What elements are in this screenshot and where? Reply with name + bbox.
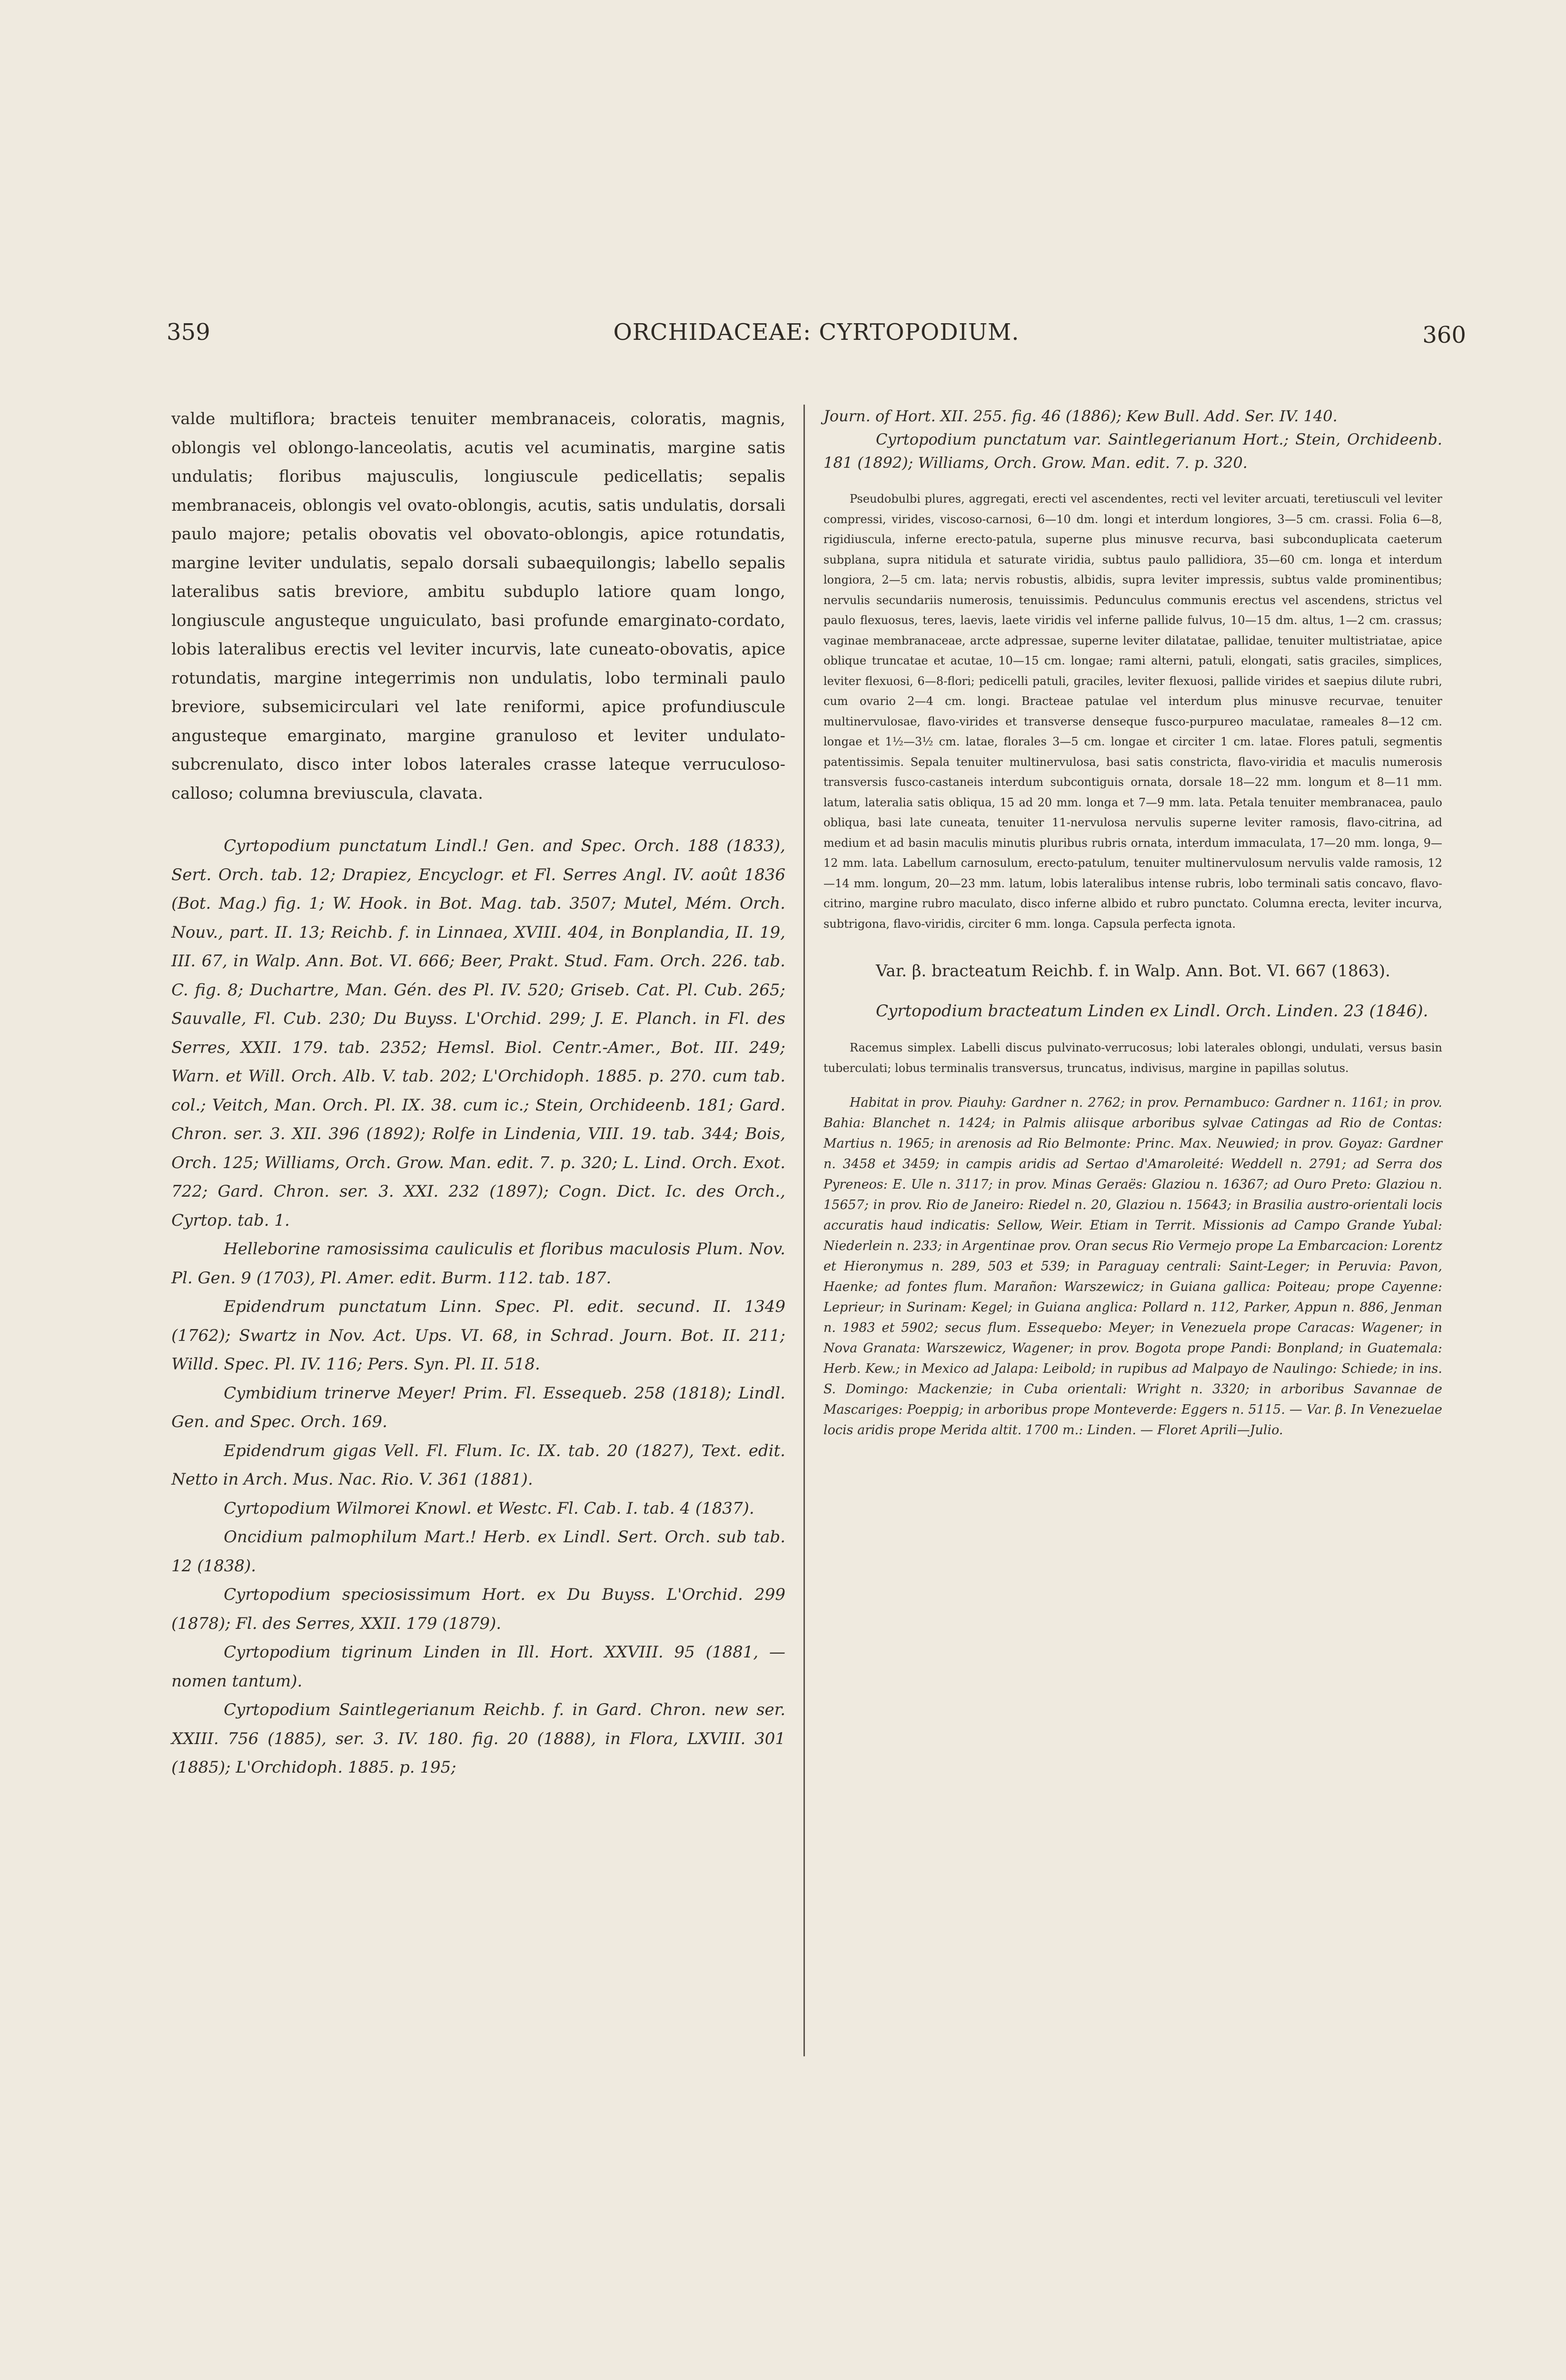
citation-helleborine: Helleborine ramosissima cauliculis et floribus maculosis Plum. Nov. Pl. Gen. 9 (1703), Pl. Amer. edit. Burm. 112. tab. 187.: [171, 1240, 785, 1288]
variety-beta-synonym: Cyrtopodium bracteatum Linden ex Lindl. Orch. Linden. 23 (1846).: [876, 1002, 1428, 1021]
citation-cymbidium-trinerve: Cymbidium trinerve Meyer! Prim. Fl. Essequeb. 258 (1818); Lindl. Gen. and Spec. Orch. 169.: [171, 1383, 785, 1431]
right-column: [823, 405, 1442, 1440]
running-title: ORCHIDACEAE: CYRTOPODIUM.: [613, 319, 1020, 346]
citation-cyrtopodium-speciosissimum: Cyrtopodium speciosissimum Hort. ex Du Buyss. L'Orchid. 299 (1878); Fl. des Serres, XXII. 179 (1879).: [171, 1585, 785, 1633]
variety-beta-heading: Var. β. bracteatum Reichb. f. in Walp. Ann. Bot. VI. 667 (1863).: [876, 962, 1390, 981]
habitat-distribution: Habitat in prov. Piauhy: Gardner n. 2762; in prov. Pernambuco: Gardner n. 1161; in prov. Bahia: Blanchet n. 1424; in Palmis aliisque arboribus sylvae Catingas ad Rio de Contas: Martius n. 1965; in arenosis ad Rio Belmonte: Princ. Max. Neuwied; in prov. Goyaz: Gardner n. 3458 et 3459; in campis aridis ad Sertao d'Amaroleité: Weddell n. 2791; ad Serra dos Pyreneos: E. Ule n. 3117; in prov. Minas Geraës: Glaziou n. 16367; ad Ouro Preto: Glaziou n. 15657; in prov. Rio de Janeiro: Riedel n. 20, Glaziou n. 15643; in Brasilia austro-orientali locis accuratis haud indicatis: Sellow, Weir. Etiam in Territ. Missionis ad Campo Grande Yubal: Niederlein n. 233; in Argentinae prov. Oran secus Rio Vermejo prope La Embarcacion: Lorentz et Hieronymus n. 289, 503 et 539; in Paraguay centrali: Saint-Leger; in Peruvia: Pavon, Haenke; ad fontes flum. Marañon: Warszewicz; in Guiana gallica: Poiteau; prope Cayenne: Leprieur; in Surinam: Kegel; in Guiana anglica: Pollard n. 112, Parker, Appun n. 886, Jenman n. 1983 et 5902; secus flum. Essequebo: Meyer; in Venezuela prope Caracas: Wagener; in Nova Granata: Warszewicz, Wagener; in prov. Bogota prope Pandi: Bonpland; in Guatemala: Herb. Kew.; in Mexico ad Jalapa: Leibold; in rupibus ad Malpayo de Naulingo: Schiede; in ins. S. Domingo: Mackenzie; in Cuba orientali: Wright n. 3320; in arboribus Savannae de Mascariges: Poeppig; in arboribus prope Monteverde: Eggers n. 5115. — Var. β. In Venezuelae locis aridis prope Merida altit. 1700 m.: Linden. — Floret Aprili—Julio.: [823, 1095, 1442, 1438]
citation-cyrtopodium-tigrinum: Cyrtopodium tigrinum Linden in Ill. Hort. XXVIII. 95 (1881, — nomen tantum).: [171, 1643, 785, 1691]
species-description: valde multiflora; bracteis tenuiter membranaceis, coloratis, magnis, oblongis vel oblongo-lanceolatis, acutis vel acuminatis, margine satis undulatis; floribus majusculis, longiuscule pedicellatis; sepalis membranaceis, oblongis vel ovato-oblongis, acutis, satis undulatis, dorsali paulo majore; petalis obovatis vel obovato-oblongis, apice rotundatis, margine leviter undulatis, sepalo dorsali subaequilongis; labello sepalis lateralibus satis breviore, ambitu subduplo latiore quam longo, longiuscule angusteque unguiculato, basi profunde emarginato-cordato, lobis lateralibus erectis vel leviter incurvis, late cuneato-obovatis, apice rotundatis, margine integerrimis non undulatis, lobo terminali paulo breviore, subsemicirculari vel late reniformi, apice profundiuscule angusteque emarginato, margine granuloso et leviter undulato-subcrenulato, disco inter lobos laterales crasse lateque verruculoso-calloso; columna breviuscula, clavata.: [171, 409, 785, 803]
citation-epidendrum-punctatum: Epidendrum punctatum Linn. Spec. Pl. edit. secund. II. 1349 (1762); Swartz in Nov. Act. Ups. VI. 68, in Schrad. Journ. Bot. II. 211; Willd. Spec. Pl. IV. 116; Pers. Syn. Pl. II. 518.: [171, 1297, 785, 1374]
column-divider: [803, 405, 805, 2056]
citation-oncidium-palmophilum: Oncidium palmophilum Mart.! Herb. ex Lindl. Sert. Orch. sub tab. 12 (1838).: [171, 1527, 785, 1576]
citation-continuation: Journ. of Hort. XII. 255. fig. 46 (1886); Kew Bull. Add. Ser. IV. 140.: [823, 407, 1338, 425]
citation-main: Cyrtopodium punctatum Lindl.! Gen. and Spec. Orch. 188 (1833), Sert. Orch. tab. 12; Drapiez, Encyclogr. et Fl. Serres Angl. IV. août 1836 (Bot. Mag.) fig. 1; W. Hook. in Bot. Mag. tab. 3507; Mutel, Mém. Orch. Nouv., part. II. 13; Reichb. f. in Linnaea, XVIII. 404, in Bonplandia, II. 19, III. 67, in Walp. Ann. Bot. VI. 666; Beer, Prakt. Stud. Fam. Orch. 226. tab. C. fig. 8; Duchartre, Man. Gén. des Pl. IV. 520; Griseb. Cat. Pl. Cub. 265; Sauvalle, Fl. Cub. 230; Du Buyss. L'Orchid. 299; J. E. Planch. in Fl. des Serres, XXII. 179. tab. 2352; Hemsl. Biol. Centr.-Amer., Bot. III. 249; Warn. et Will. Orch. Alb. V. tab. 202; L'Orchidoph. 1885. p. 270. cum tab. col.; Veitch, Man. Orch. Pl. IX. 38. cum ic.; Stein, Orchideenb. 181; Gard. Chron. ser. 3. XII. 396 (1892); Rolfe in Lindenia, VIII. 19. tab. 344; Bois, Orch. 125; Williams, Orch. Grow. Man. edit. 7. p. 320; L. Lind. Orch. Exot. 722; Gard. Chron. ser. 3. XXI. 232 (1897); Cogn. Dict. Ic. des Orch., Cyrtop. tab. 1.: [171, 836, 785, 1230]
left-column: [171, 405, 785, 1782]
citation-cyrtopodium-saintlegerianum: Cyrtopodium Saintlegerianum Reichb. f. in Gard. Chron. new ser. XXIII. 756 (1885), ser. 3. IV. 180. fig. 20 (1888), in Flora, LXVIII. 301 (1885); L'Orchidoph. 1885. p. 195;: [171, 1700, 785, 1777]
citation-epidendrum-gigas: Epidendrum gigas Vell. Fl. Flum. Ic. IX. tab. 20 (1827), Text. edit. Netto in Arch. Mus. Nac. Rio. V. 361 (1881).: [171, 1441, 785, 1489]
variety-beta-description: Racemus simplex. Labelli discus pulvinato-verrucosus; lobi laterales oblongi, undulati, versus basin tuberculati; lobus terminalis transversus, truncatus, indivisus, margine in papillas solutus.: [823, 1041, 1442, 1075]
page-number-left: 359: [167, 319, 210, 346]
page-number-right: 360: [1422, 322, 1466, 348]
detailed-description: Pseudobulbi plures, aggregati, erecti vel ascendentes, recti vel leviter arcuati, teretiusculi vel leviter compressi, virides, viscoso-carnosi, 6—10 dm. longi et interdum longiores, 3—5 cm. crassi. Folia 6—8, rigidiuscula, inferne erecto-patula, superne plus minusve recurva, basi subconduplicata caeterum subplana, supra nitidula et saturate viridia, subtus paulo pallidiora, 35—60 cm. longa et interdum longiora, 2—5 cm. lata; nervis robustis, albidis, supra leviter impressis, subtus valde prominentibus; nervulis secundariis numerosis, tenuissimis. Pedunculus communis erectus vel ascendens, strictus vel paulo flexuosus, teres, laevis, laete viridis vel inferne pallide fulvus, 10—15 dm. altus, 1—2 cm. crassus; vaginae membranaceae, arcte adpressae, superne leviter dilatatae, pallidae, tenuiter multistriatae, apice oblique truncatae et acutae, 10—15 cm. longae; rami alterni, patuli, elongati, satis graciles, simplices, leviter flexuosi, 6—8-flori; pedicelli patuli, graciles, leviter flexuosi, pallide virides et saepius dilute rubri, cum ovario 2—4 cm. longi. Bracteae patulae vel interdum plus minusve recurvae, tenuiter multinervulosae, flavo-virides et transverse denseque fusco-purpureo maculatae, rameales 8—12 cm. longae et 1½—3½ cm. latae, florales 3—5 cm. longae et circiter 1 cm. latae. Flores patuli, segmentis patentissimis. Sepala tenuiter multinervulosa, basi satis constricta, flavo-viridia et maculis numerosis transversis fusco-castaneis interdum subcontiguis ornata, dorsale 18—22 mm. longum et 8—11 mm. latum, lateralia satis obliqua, 15 ad 20 mm. longa et 7—9 mm. lata. Petala tenuiter membranacea, paulo obliqua, basi late cuneata, tenuiter 11-nervulosa nervulis superne leviter ramosis, flavo-citrina, ad medium et ad basin maculis minutis pluribus rubris ornata, interdum immaculata, 17—20 mm. longa, 9—12 mm. lata. Labellum carnosulum, erecto-patulum, tenuiter multinervulosum nervulis valde ramosis, 12—14 mm. longum, 20—23 mm. latum, lobis lateralibus intense rubris, lobo terminali satis concavo, flavo-citrino, margine rubro maculato, disco inferne albido et rubro punctato. Columna erecta, leviter incurva, subtrigona, flavo-viridis, circiter 6 mm. longa. Capsula perfecta ignota.: [823, 492, 1442, 931]
page-header: [167, 319, 1466, 357]
citation-cyrtopodium-wilmorei: Cyrtopodium Wilmorei Knowl. et Westc. Fl. Cab. I. tab. 4 (1837).: [224, 1498, 754, 1518]
variety-saintlegerianum-note: Cyrtopodium punctatum var. Saintlegerianum Hort.; Stein, Orchideenb. 181 (1892); Williams, Orch. Grow. Man. edit. 7. p. 320.: [823, 430, 1442, 472]
